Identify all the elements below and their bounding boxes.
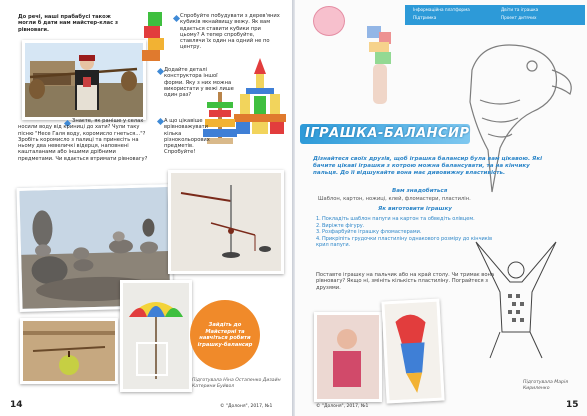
step-text: Покладіть шаблон папуги на картон та обведіть олівцем. [322,216,475,222]
woman-with-yoke-photo [22,40,146,120]
balance-mobile-photo [168,170,284,274]
right-bottom-text: Поставте іграшку на пальчик або на край столу. Чи тримає вона рівновагу? Якщо ні, змініть кількість пластиліну. Пограйтеся з друзями. [316,272,495,291]
jester-template-image [470,222,562,362]
footer-right: © "Долоня", 2017, №1 [316,404,369,409]
bullet-icon [173,15,180,22]
block-castle-image [232,58,288,138]
steps-list [316,216,494,249]
workshop-callout-label: Зайдіть до Майстерні та навчіться робити іграшку-балансир [197,322,253,348]
need-heading: Вам знадобиться [392,188,448,194]
workshop-callout[interactable] [190,300,260,370]
left-intro-text: До речі, наші прабабусі також могли б дати нам майстер-клас з рівноваги. [18,14,119,33]
top-link[interactable]: Інформаційна платформа [413,7,470,12]
blocks-text: Спробуйте побудувати з дерев'яних кубиків якнайвищу вежу. Як вам вдається ставити кубики при цьому? А тепер спробуйте, ставлячи їх один на одний не по центру. [180,13,280,51]
step-item: 3.Розфарбуйте іграшку фломастерами. [316,229,422,236]
right-intro-text: Дізнайтеся своїх друзів, щоб іграшка балансир була вам цікавою. Які бачите цікаві іграшки з котрою можна балансувати, та на кінчику пальця. До її відшукайте вона має дивовижну властивість. [313,156,543,176]
right-credit: Підготувала Марія Кириленко [523,380,568,391]
bullet-icon [157,68,164,75]
step-item: 2.Виріжте фігуру. [316,222,365,229]
magazine-logo [313,6,345,36]
hand-balancing-blocks-image [355,24,415,110]
apple-balance-photo [20,318,118,384]
step-item: 1.Покладіть шаблон папуги на картон та обведіть олівцем. [316,216,475,222]
step-text: Розфарбуйте іграшку фломастерами. [322,229,422,236]
top-link[interactable]: Проект дитячих [501,15,537,20]
bullet-icon [157,118,164,125]
left-page [0,0,293,416]
top-nav-bar [405,5,585,25]
umbrella-toy-photo [120,280,192,392]
steps-heading: Як виготовити іграшку [378,206,452,212]
cones-text: А що цікавіше врівноважувати кілька різнокольорових предметів. Спробуйте! [164,118,210,156]
colorful-parrot-photo [381,299,444,404]
page-title: ІГРАШКА-БАЛАНСИР [305,126,470,141]
wooden-blocks-image [140,10,172,62]
page-number-right: 15 [566,400,579,410]
need-text: Шаблон, картон, ножиці, клей, фломастери, пластилін. [318,196,471,202]
step-item: 4.Прикріпіть грудочки пластиліну однакового розміру до кінчиків крил папуги. [316,236,493,249]
children-playing-photo [314,312,382,402]
top-link[interactable]: Підтримка [413,15,437,20]
step-text: Виріжте фігуру. [322,222,365,229]
top-link[interactable]: Двіти та іграшка [501,7,539,12]
step-text: Прикріпіть грудочки пластиліну однакового розміру до кінчиків крил папуги. [316,236,493,249]
page-number-left: 14 [10,400,23,410]
footer-left: © "Долоня", 2017, №1 [220,404,273,409]
constructor-text: Додайте деталі конструктора іншої форми. Яку з них можна використати у вежі лише один раз? [164,67,234,99]
left-credit: Підготувала Ніна Остапенко Дизайн Катерини Буйвол [192,378,281,389]
water-text: Знаєте, як раніше у селах носили воду від криниці до хати? Чули таку пісню "Несе Галя воду, коромисло гнеться..."? Зробіть коромисло з палиці та принесіть на ньому два невеличкі відерця, наповнені кашталанами або іншими дрібними предметами. Чи вдається втримати рівновагу? [18,118,148,162]
